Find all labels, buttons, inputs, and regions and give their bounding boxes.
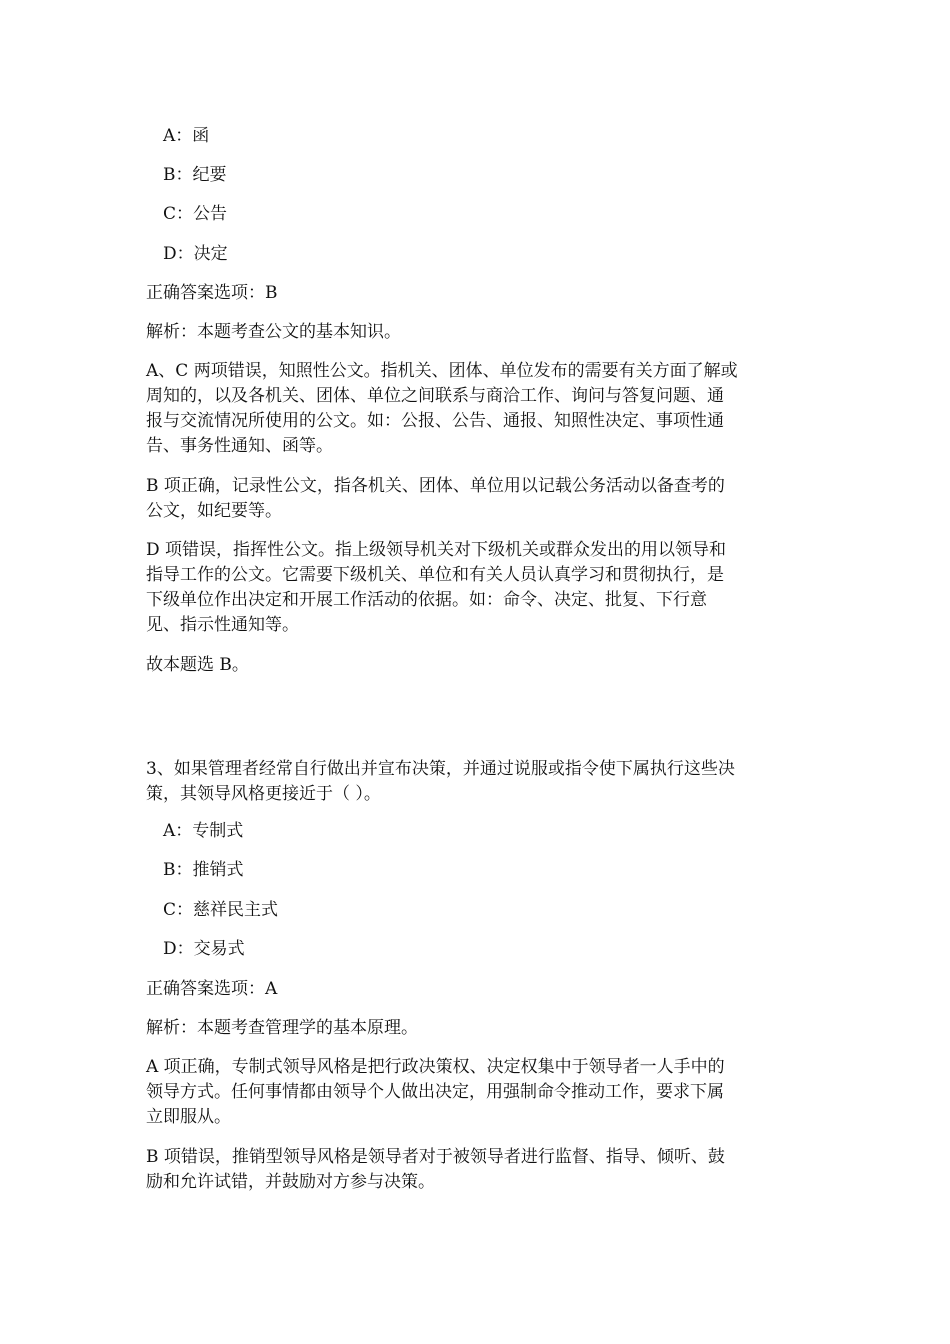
q2-option-c: C：公告 [163, 204, 228, 224]
text-line: B 项正确，记录性公文，指各机关、团体、单位用以记载公务活动以备查考的 [146, 476, 725, 496]
text-line: 周知的，以及各机关、团体、单位之间联系与商洽工作、询问与答复问题、通 [146, 386, 724, 406]
text-line: 告、事务性通知、函等。 [146, 436, 333, 456]
q3-analysis: 解析：本题考查管理学的基本原理。 [146, 1018, 418, 1038]
q3-option-b: B：推销式 [163, 860, 244, 880]
q3-answer: 正确答案选项：A [146, 979, 278, 999]
q2-explain-b [146, 474, 816, 524]
q2-conclusion: 故本题选 B。 [146, 655, 249, 675]
q3-stem [146, 757, 816, 807]
text-line: 报与交流情况所使用的公文。如：公报、公告、通报、知照性决定、事项性通 [146, 411, 724, 431]
text-line: 下级单位作出决定和开展工作活动的依据。如：命令、决定、批复、下行意 [146, 590, 707, 610]
q2-explain-d [146, 538, 816, 638]
text-line: 指导工作的公文。它需要下级机关、单位和有关人员认真学习和贯彻执行，是 [146, 565, 724, 585]
q3-explain-b [146, 1145, 816, 1195]
text-line: 励和允许试错，并鼓励对方参与决策。 [146, 1172, 435, 1192]
text-line: D 项错误，指挥性公文。指上级领导机关对下级机关或群众发出的用以领导和 [146, 540, 727, 560]
text-line: 策，其领导风格更接近于（ ）。 [146, 784, 381, 804]
q3-option-c: C：慈祥民主式 [163, 900, 279, 920]
text-line: 见、指示性通知等。 [146, 615, 299, 635]
text-line: 立即服从。 [146, 1107, 231, 1127]
q2-explain-a-c [146, 359, 816, 459]
text-line: 公文，如纪要等。 [146, 501, 282, 521]
q2-option-b: B：纪要 [163, 165, 227, 185]
text-line: A 项正确，专制式领导风格是把行政决策权、决定权集中于领导者一人手中的 [146, 1057, 725, 1077]
text-line: 领导方式。任何事情都由领导个人做出决定，用强制命令推动工作，要求下属 [146, 1082, 724, 1102]
q2-option-d: D：决定 [163, 244, 228, 264]
text-line: 3、如果管理者经常自行做出并宣布决策，并通过说服或指令使下属执行这些决 [146, 759, 735, 779]
q3-option-d: D：交易式 [163, 939, 245, 959]
q2-answer: 正确答案选项：B [146, 283, 278, 303]
q3-option-a: A：专制式 [163, 821, 244, 841]
q3-explain-a [146, 1055, 816, 1130]
text-line: B 项错误，推销型领导风格是领导者对于被领导者进行监督、指导、倾听、鼓 [146, 1147, 725, 1167]
text-line: A、C 两项错误，知照性公文。指机关、团体、单位发布的需要有关方面了解或 [146, 361, 738, 381]
q2-option-a: A：函 [163, 126, 210, 146]
q2-analysis: 解析：本题考查公文的基本知识。 [146, 322, 401, 342]
